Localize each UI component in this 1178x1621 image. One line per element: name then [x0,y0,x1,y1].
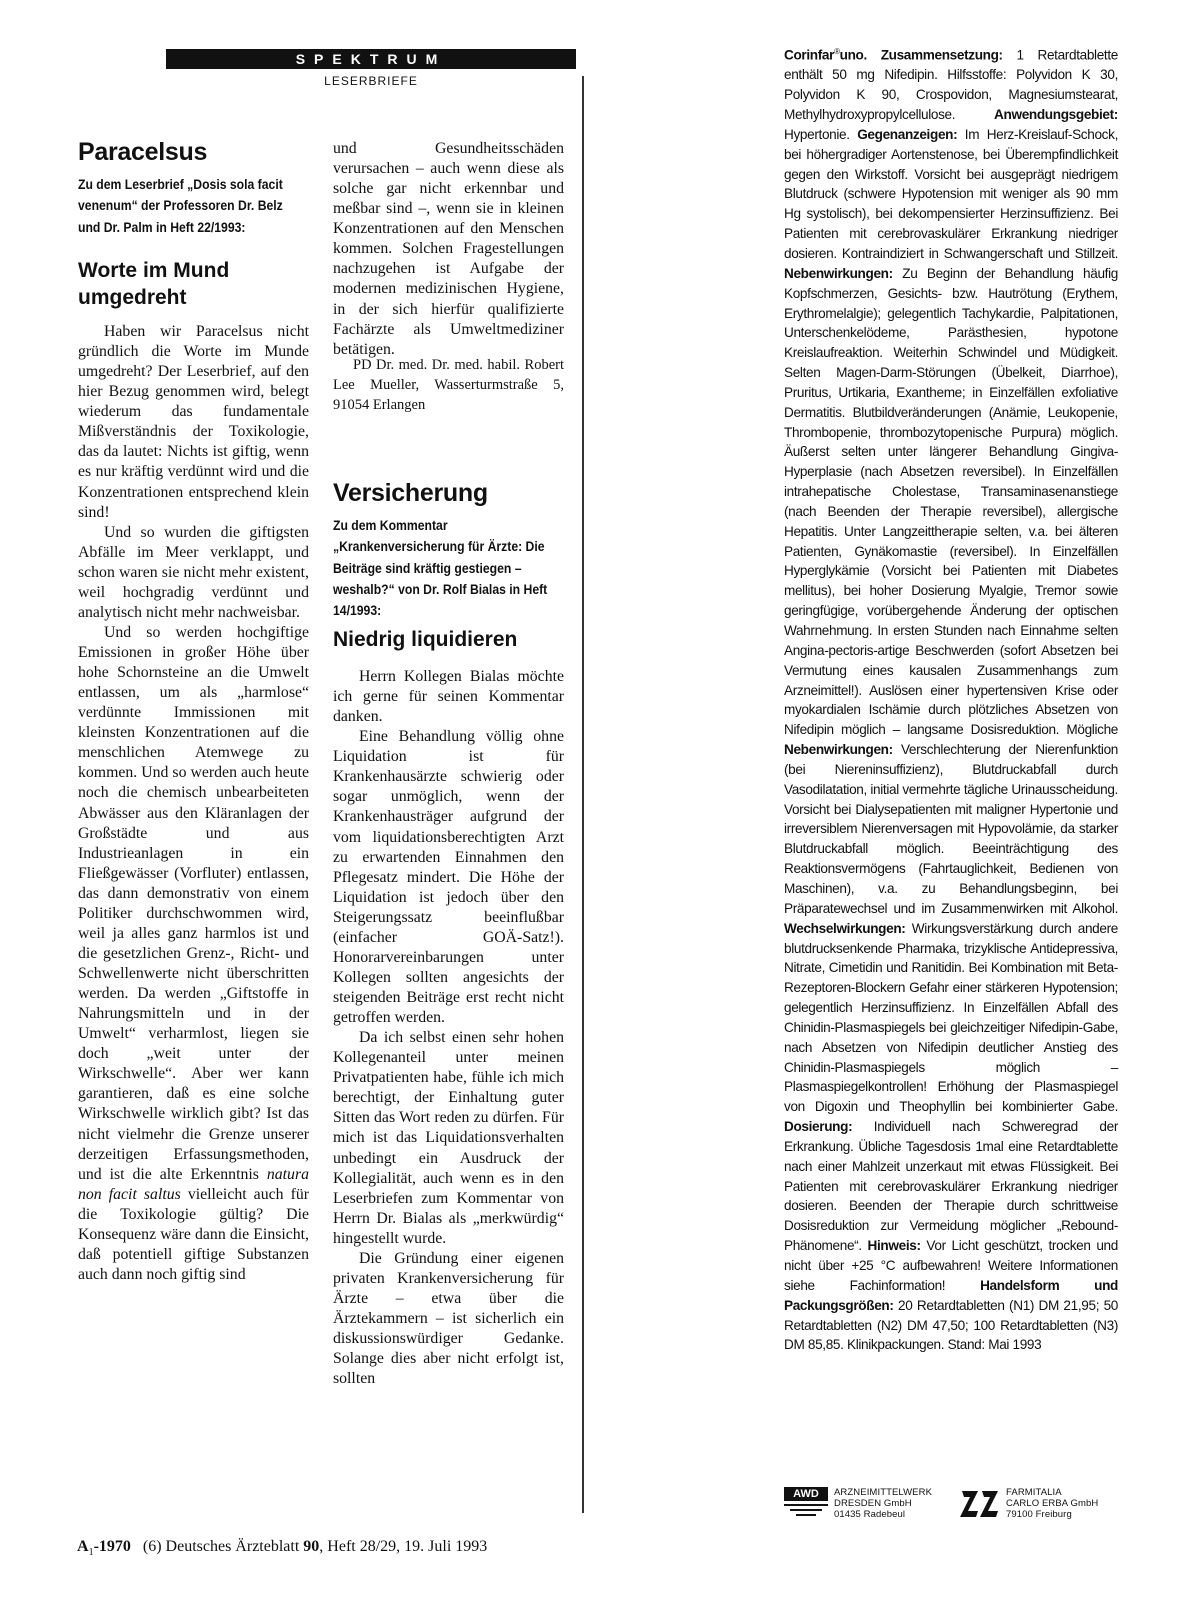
paragraph: Da ich selbst einen sehr hohen Kollegenanteil unter meinen Privatpatienten habe, fühle ich mich berechtigt, der Einhaltung guter Sitten das Wort reden zu dürfen. Für mich ist das Liquidationsverhalten unbedingt ein Ausdruck der Kollegialität, auch wenn es in den Leserbriefen zum Kommentar von Herrn Dr. Bialas als „merkwürdig“ hingestellt wurde. [333,1029,564,1247]
drug-info-term: Nebenwirkungen: [784,742,893,758]
drug-info-term: Wechselwirkungen: [784,920,906,936]
awd-line: ARZNEIMITTELWERK [834,1487,933,1498]
farmitalia-line: FARMITALIA [1006,1487,1062,1498]
awd-logo [784,1487,932,1537]
letter1-title: Paracelsus [78,138,208,166]
awd-line: 01435 Radebeul [834,1509,906,1520]
section-title: SPEKTRUM [295,51,447,67]
farmitalia-line: CARLO ERBA GmbH [1006,1498,1099,1509]
paragraph: und Gesundheitsschäden verursachen – auch wenn diese als solche gar nicht erkennbar und meßbar sind –, wenn sie in kleinen Konzentrationen auf den Menschen kommen. Solchen Fragestellungen nachzugehen ist Aufgabe der modernen medizinischen Hygiene, in der sich hierfür qualifizierte Fachärzte als Umweltmediziner betätigen. [333,140,564,358]
drug-info-term: Handelsform und Packungsgrößen: [784,1277,1118,1313]
paragraph: Herrn Kollegen Bialas möchte ich gerne für seinen Kommentar danken. [333,668,564,726]
signature-text: PD Dr. med. Dr. med. habil. Robert Lee Mueller, Wasserturmstraße 5, 91054 Erlangen [333,357,564,413]
awd-mark: AWD [784,1487,828,1501]
paragraph: Eine Behandlung völlig ohne Liquidation ist für Krankenhausärzte schwierig oder sogar unmöglich, wenn der Krankenhausträger aufgrund der vom liquidationsberechtigten Arzt zu erwartenden Einnahmen den Pflegesatz mindert. Die Höhe der Liquidation ist jedoch über den Steigerungssatz beeinflußbar (einfacher GOÄ-Satz!). Honorarvereinbarungen unter Kollegen sollten angesichts der steigenden Beiträge erst recht nicht getroffen werden. [333,728,564,1027]
page-sub: 1 [88,1547,94,1559]
logo-line [790,1509,822,1511]
section-header-bar [166,49,576,69]
journal-volume: 90 [303,1538,320,1555]
farmitalia-mark-icon [960,1485,1000,1525]
drug-info-term: Zusammensetzung: [880,47,1003,63]
drug-info-term: Gegenanzeigen: [857,126,958,142]
paragraph: Die Gründung einer eigenen privaten Krankenversicherung für Ärzte – etwa über die Ärztekammern – ist sicherlich ein diskussionswürdiger Gedanke. Solange dies aber nicht erfolgt ist, sollten [333,1249,564,1388]
letter1-signature [333,355,564,415]
letter1-subtitle: Worte im Mund umgedreht [78,259,230,309]
letter2-subtitle: Niedrig liquidieren [333,628,518,651]
drug-info-term: Hinweis: [867,1238,921,1254]
letter2-title: Versicherung [333,479,488,507]
paragraph: Haben wir Paracelsus nicht gründlich die Worte im Munde umgedreht? Der Leserbrief, auf den hier Bezug genommen wird, belegt wiederum das fundamentale Mißverständnis der Toxikologie, das da lautet: Nichts ist giftig, wenn es nur kräftig verdünnt wird und die Konzentrationen entsprechend klein sind! [78,323,309,521]
journal-pre: (6) Deutsches Ärzteblatt [142,1538,304,1555]
drug-info-term: Anwendungsgebiet: [994,107,1118,123]
paragraph: Und so wurden die giftigsten Abfälle im Meer verklappt, und schon waren sie nicht mehr existent, weil hochgradig verdünnt und analytisch nicht mehr nachweisbar. [78,523,309,621]
registered-mark: ® [834,47,840,56]
page-footer [77,1538,487,1558]
paragraph: Und so werden hochgiftige Emissionen in großer Höhe über hohe Schornsteine an die Umwelt entlassen, um als „harmlose“ verdünnte Immissionen mit kleinsten Konzentrationen auf die menschlichen Atemwege zu kommen. Und so werden auch heute noch die chemisch unbearbeiteten Abwässer aus den Kläranlagen der Großstädte und aus Industrieanlagen in ein Fließgewässer (Vorfluter) entlassen, das dann demonstrativ von einem Politiker durchschwommen wird, weil ja alles ganz harmlos ist und die gesetzlichen Grenz-, Richt- und Schwellenwerte nicht überschritten werden. Da werden „Giftstoffe in Nahrungsmitteln und in der Umwelt“ verharmlost, liegen sie doch „weit unter der Wirkschwelle“. Aber wer kann garantieren, daß es eine solche Wirkschwelle wirklich gibt? Ist das nicht vielmehr die Grenze unserer derzeitigen Erfassungsmethoden, und ist die alte Erkenntnis natura non facit saltus vielleicht auch für die Toxikologie gültig? Die Konsequenz wäre dann die Einsicht, daß potentiell giftige Substanzen auch dann noch giftig sind [78,623,309,1283]
subsection-title: LESERBRIEFE [324,74,418,88]
letter1-continuation [333,139,564,360]
awd-address [834,1487,932,1520]
logo-line [796,1514,816,1516]
awd-line: DRESDEN GmbH [834,1498,912,1509]
farmitalia-logo [960,1485,1120,1535]
farmitalia-address [1006,1487,1098,1520]
latin-phrase: natura non facit saltus [78,1165,309,1203]
journal-post: , Heft 28/29, 19. Juli 1993 [319,1538,488,1555]
letter2-intro: Zu dem Kommentar „Krankenversicherung für Ärzte: Die Beiträge sind kräftig gestiegen – weshalb?“ von Dr. Rolf Bialas in Heft 14/1993: [333,518,548,620]
column-rule [582,76,584,1513]
farmitalia-line: 79100 Freiburg [1006,1509,1072,1520]
drug-info-text: Corinfar®uno. Zusammensetzung: 1 Retardtablette enthält 50 mg Nifedipin. Hilfsstoffe: Polyvidon K 30, Polyvidon K 90, Crospovidon, Magnesiumstearat, Methylhydroxypropylcellulose. Anwendungsgebiet: Hypertonie. Gegenanzeigen: Im Herz-Kreislauf-Schock, bei höhergradiger Aortenstenose, bei Überempfindlichkeit gegen den Wirkstoff. Vorsicht bei ausgeprägt niedrigem Blutdruck (schwere Hypotension mit weniger als 90 mm Hg systolisch), bei dekompensierter Herzinsuffizienz. Bei Patienten mit cerebrovaskulärer Erkrankung niedriger dosieren. Kontraindiziert in Schwangerschaft und Stillzeit. Nebenwirkungen: Zu Beginn der Behandlung häufig Kopfschmerzen, Gesichts- bzw. Hautrötung (Erythem, Erythromelalgie); gelegentlich Tachykardie, Palpitationen, Unterschenkelödeme, Parästhesien, hypotone Kreislaufreaktion. Weiterhin Schwindel und Müdigkeit. Selten Magen-Darm-Störungen (Übelkeit, Diarrhoe), Pruritus, Urtikaria, Exantheme; in Einzelfällen exfoliative Dermatitis. Blutbildveränderungen (Anämie, Leukopenie, Thrombopenie, thrombozytopenische Purpura) möglich. Äußerst selten unter längerer Behandlung Gingiva-Hyperplasie (nach Absetzen reversibel). In Einzelfällen intrahepatische Cholestase, Transaminasenanstiege (nach Beenden der Therapie reversibel), allergische Hepatitis. Unter Langzeittherapie selten, v.a. bei älteren Patienten, Gynäkomastie (reversibel). In Einzelfällen Hyperglykämie (Vorsicht bei Patienten mit Diabetes mellitus), bei hoher Dosierung Myalgie, Tremor sowie geringfügige, vorübergehende Änderung der optischen Wahrnehmung. In ersten Stunden nach Einnahme selten Angina-pectoris-artige Beschwerden (sofort Absetzen bei Vermutung eines kausalen Zusammenhangs zum Arzneimittel!). Auslösen einer hypertensiven Krise oder myokardialen Ischämie durch plötzliches Absetzen von Nifedipin möglich – langsame Dosisreduktion. Mögliche Nebenwirkungen: Verschlechterung der Nierenfunktion (bei Niereninsuffizienz), Blutdruckabfall durch Vasodilatation, initial vermehrte tägliche Urinausscheidung. Vorsicht bei Dialysepatienten mit maligner Hypertonie und irreversiblem Nierenversagen mit Hypovolämie, da starker Blutdruckabfall möglich. Beeinträchtigung des Reaktionsvermögens (Fahrtauglichkeit, Bedienen von Maschinen), v.a. zu Behandlungsbeginn, bei Präparatewechsel und im Zusammenwirken mit Alkohol. Wechselwirkungen: Wirkungsverstärkung durch andere blutdrucksenkende Pharmaka, trizyklische Antidepressiva, Nitrate, Cimetidin und Ranitidin. Bei Kombination mit Beta-Rezeptoren-Blockern Gefahr einer stärkeren Hypotension; gelegentlich Herzinsuffizienz. In Einzelfällen Abfall des Chinidin-Plasmaspiegels bei gleichzeitiger Nifedipin-Gabe, nach Absetzen von Nifedipin deutlicher Anstieg des Chinidin-Plasmaspiegels möglich – Plasmaspiegelkontrollen! Erhöhung der Plasmaspiegel von Digoxin und Theophyllin bei kombinierter Gabe. Dosierung: Individuell nach Schweregrad der Erkrankung. Übliche Tagesdosis 1mal eine Retardtablette nach einer Mahlzeit unzerkaut mit etwas Flüssigkeit. Bei Patienten mit cerebrovaskulärer Erkrankung niedriger dosieren. Beenden der Therapie durch schrittweise Dosisreduktion zur Vermeidung möglicher „Rebound-Phänomene“. Hinweis: Vor Licht geschützt, trocken und nicht über +25 °C aufbewahren! Weitere Informationen siehe Fachinformation! Handelsform und Packungsgrößen: 20 Retardtabletten (N1) DM 21,95; 50 Retardtabletten (N2) DM 47,50; 100 Retardtabletten (N3) DM 85,85. Klinikpackungen. Stand: Mai 1993 [784,47,1118,1353]
letter1-body [78,322,309,1285]
drug-name: Corinfar [784,47,835,63]
drug-info-term: Nebenwirkungen: [784,265,893,281]
letter1-intro: Zu dem Leserbrief „Dosis sola facit venenum“ der Professoren Dr. Belz und Dr. Palm in Heft 22/1993: [78,177,283,236]
letter2-body [333,667,564,1389]
page-number: -1970 [93,1538,131,1555]
drug-info-term: Dosierung: [784,1119,853,1135]
page-code: A [77,1538,89,1555]
drug-info-term: uno. [839,47,867,63]
logo-line [784,1504,828,1506]
